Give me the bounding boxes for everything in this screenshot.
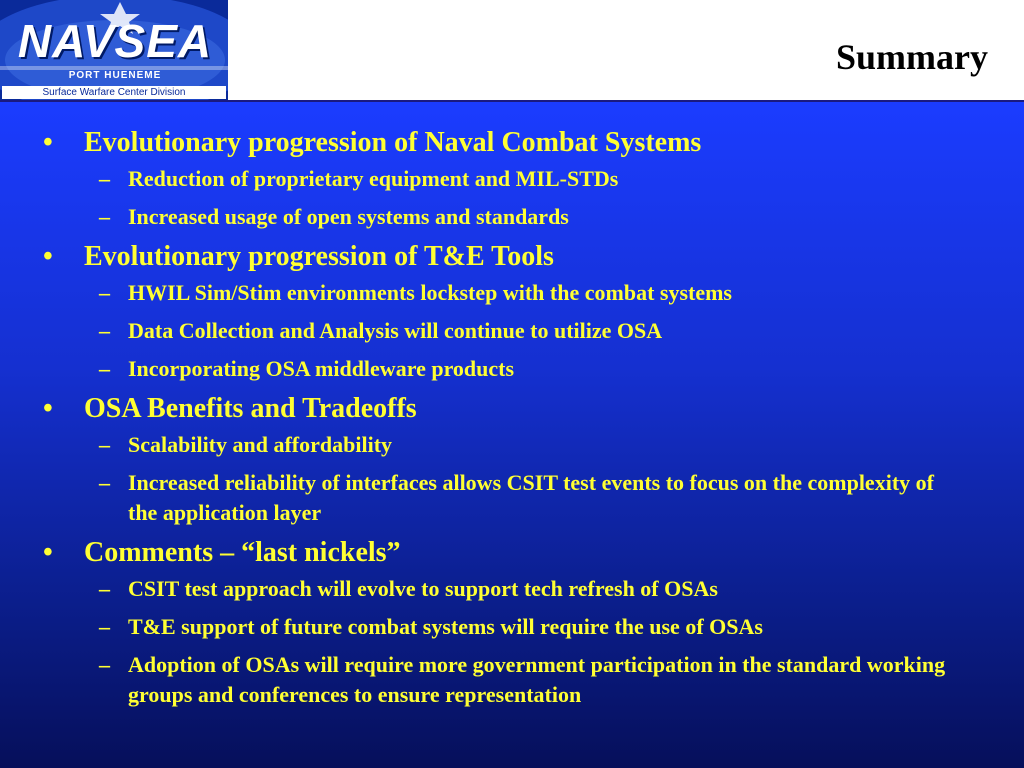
bullet-text: Comments – “last nickels” bbox=[84, 537, 401, 568]
sub-text: Incorporating OSA middleware products bbox=[128, 356, 515, 381]
sub-item bbox=[0, 468, 1024, 528]
sub-list bbox=[0, 430, 1024, 528]
dash-icon: – bbox=[99, 576, 110, 601]
bullet-list bbox=[0, 126, 1024, 718]
dash-icon: – bbox=[99, 318, 110, 343]
sub-text: Adoption of OSAs will require more government participation in the standard working groups and conferences to ensure representation bbox=[128, 652, 946, 707]
bullet-text: OSA Benefits and Tradeoffs bbox=[84, 393, 417, 424]
bullet-item bbox=[0, 126, 1024, 160]
sub-list bbox=[0, 278, 1024, 384]
sub-item bbox=[0, 316, 1024, 346]
sub-item bbox=[0, 202, 1024, 232]
logo-wordmark: NAVSEA bbox=[17, 15, 213, 67]
sub-text: Increased usage of open systems and standards bbox=[128, 204, 569, 229]
dash-icon: – bbox=[99, 280, 110, 305]
bullet-item bbox=[0, 536, 1024, 570]
dash-icon: – bbox=[99, 614, 110, 639]
page-title: Summary bbox=[836, 37, 988, 77]
sub-item bbox=[0, 650, 1024, 710]
dash-icon: – bbox=[99, 356, 110, 381]
logo-location: PORT HUENEME bbox=[68, 70, 162, 81]
sub-item bbox=[0, 278, 1024, 308]
sub-list bbox=[0, 164, 1024, 232]
bullet-icon: • bbox=[43, 127, 53, 158]
dash-icon: – bbox=[99, 166, 110, 191]
bullet-text: Evolutionary progression of Naval Combat Systems bbox=[84, 127, 702, 158]
slide-body bbox=[0, 102, 1024, 768]
dash-icon: – bbox=[99, 652, 110, 677]
sub-item bbox=[0, 612, 1024, 642]
sub-text: Data Collection and Analysis will continue to utilize OSA bbox=[128, 318, 663, 343]
sub-item bbox=[0, 354, 1024, 384]
dash-icon: – bbox=[99, 470, 110, 495]
dash-icon: – bbox=[99, 204, 110, 229]
bullet-icon: • bbox=[43, 393, 53, 424]
navsea-logo bbox=[0, 0, 230, 100]
sub-item bbox=[0, 164, 1024, 194]
bullet-text: Evolutionary progression of T&E Tools bbox=[84, 241, 554, 272]
dash-icon: – bbox=[99, 432, 110, 457]
bullet-item bbox=[0, 240, 1024, 274]
logo-division: Surface Warfare Center Division bbox=[2, 86, 226, 99]
bullet-icon: • bbox=[43, 537, 53, 568]
sub-text: Scalability and affordability bbox=[128, 432, 393, 457]
sub-text: CSIT test approach will evolve to support tech refresh of OSAs bbox=[128, 576, 718, 601]
sub-text: HWIL Sim/Stim environments lockstep with the combat systems bbox=[128, 280, 732, 305]
slide-header bbox=[0, 0, 1024, 101]
sub-list bbox=[0, 574, 1024, 710]
sub-item bbox=[0, 430, 1024, 460]
sub-text: T&E support of future combat systems will require the use of OSAs bbox=[128, 614, 763, 639]
bullet-item bbox=[0, 392, 1024, 426]
sub-text: Reduction of proprietary equipment and MIL-STDs bbox=[128, 166, 619, 191]
sub-item bbox=[0, 574, 1024, 604]
sub-text: Increased reliability of interfaces allows CSIT test events to focus on the complexity of the application layer bbox=[128, 470, 934, 525]
bullet-icon: • bbox=[43, 241, 53, 272]
